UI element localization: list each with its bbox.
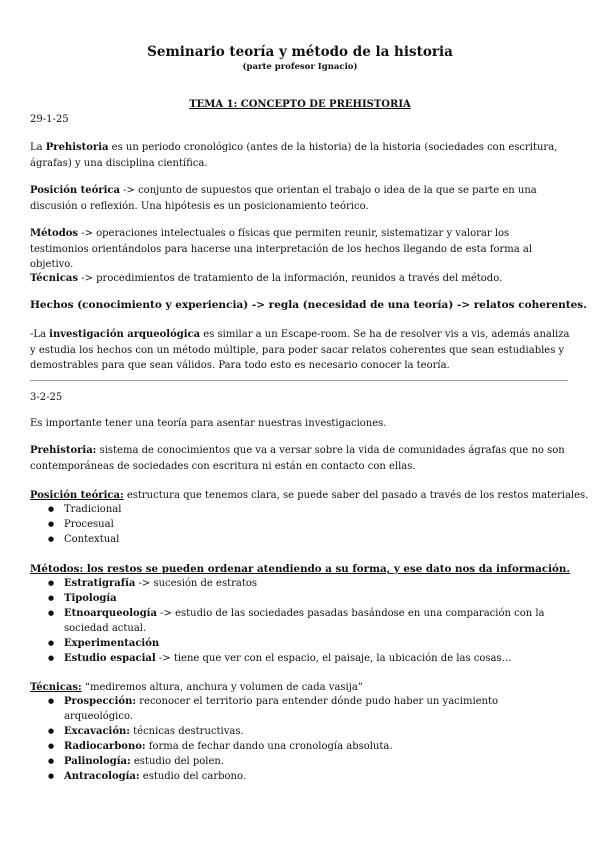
posicion-list	[30, 502, 570, 547]
list-item: ● Tradicional	[30, 502, 570, 517]
document-title: Seminario teoría y método de la historia	[147, 44, 453, 60]
metodos-list	[30, 576, 570, 666]
metodos-heading: Métodos: los restos se pueden ordenar atendiendo a su forma, y ese dato nos da información.	[30, 563, 570, 575]
list-item: ● Etnoarqueología -> estudio de las sociedades pasadas basándose en una comparación con la sociedad actual.	[30, 606, 570, 636]
paragraph-metodos: Métodos -> operaciones intelectuales o físicas que permiten reunir, sistematizar y valorar los testimonios orientándolos para hacerse una interpretación de los hechos llegando de esta forma al objetivo.	[30, 228, 533, 270]
list-item: ● Antracología: estudio del carbono.	[30, 769, 570, 784]
list-item: ● Estratigrafía -> sucesión de estratos	[30, 576, 570, 591]
posicion-heading: Posición teórica: estructura que tenemos clara, se puede saber del pasado a través de los restos materiales.	[30, 490, 589, 501]
paragraph-prehistoria: La Prehistoria es un periodo cronológico (antes de la historia) de la historia (sociedades con escritura, ágrafas) y una disciplina científica.	[30, 142, 558, 169]
list-item: ● Radiocarbono: forma de fechar dando una cronología absoluta.	[30, 739, 570, 754]
tecnicas-heading: Técnicas: “mediremos altura, anchura y volumen de cada vasija”	[30, 682, 363, 693]
paragraph-investigacion: -La investigación arqueológica es similar a un Escape-room. Se ha de resolver vis a vis, además analiza y estudia los hechos con un método múltiple, para poder sacar relatos coherentes que sean estudiables y demostrables para que sean válidos. Para todo esto es necesario conocer la teoría.	[30, 329, 570, 371]
list-item: ● Tipología	[30, 591, 570, 606]
list-item: ● Excavación: técnicas destructivas.	[30, 724, 570, 739]
hechos-line: Hechos (conocimiento y experiencia) -> regla (necesidad de una teoría) -> relatos coherentes.	[30, 299, 587, 311]
paragraph-prehistoria-2: Prehistoria: sistema de conocimientos que va a versar sobre la vida de comunidades ágrafas que no son contemporáneas de sociedades con escritura ni están en contacto con ellas.	[30, 445, 565, 472]
date-1: 29-1-25	[30, 114, 69, 125]
document-subtitle: (parte profesor Ignacio)	[242, 62, 358, 72]
list-item: ● Experimentación	[30, 636, 570, 651]
list-item: ● Estudio espacial -> tiene que ver con el espacio, el paisaje, la ubicación de las cosas…	[30, 651, 570, 666]
list-item: ● Procesual	[30, 517, 570, 532]
list-item: ● Palinología: estudio del polen.	[30, 754, 570, 769]
topic-heading: TEMA 1: CONCEPTO DE PREHISTORIA	[189, 99, 411, 110]
section-divider	[30, 380, 568, 381]
list-item: ● Prospección: reconocer el territorio para entender dónde pudo haber un yacimiento arqueológico.	[30, 694, 570, 724]
date-2: 3-2-25	[30, 392, 63, 403]
list-item: ● Contextual	[30, 532, 570, 547]
paragraph-tecnicas: Técnicas -> procedimientos de tratamiento de la información, reunidos a través del método.	[30, 273, 503, 284]
paragraph-posicion-teorica: Posición teórica -> conjunto de supuestos que orientan el trabajo o idea de la que se parte en una discusión o reflexión. Una hipótesis es un posicionamiento teórico.	[30, 185, 537, 212]
paragraph-intro: Es importante tener una teoría para asentar nuestras investigaciones.	[30, 418, 387, 429]
tecnicas-list	[30, 694, 570, 784]
